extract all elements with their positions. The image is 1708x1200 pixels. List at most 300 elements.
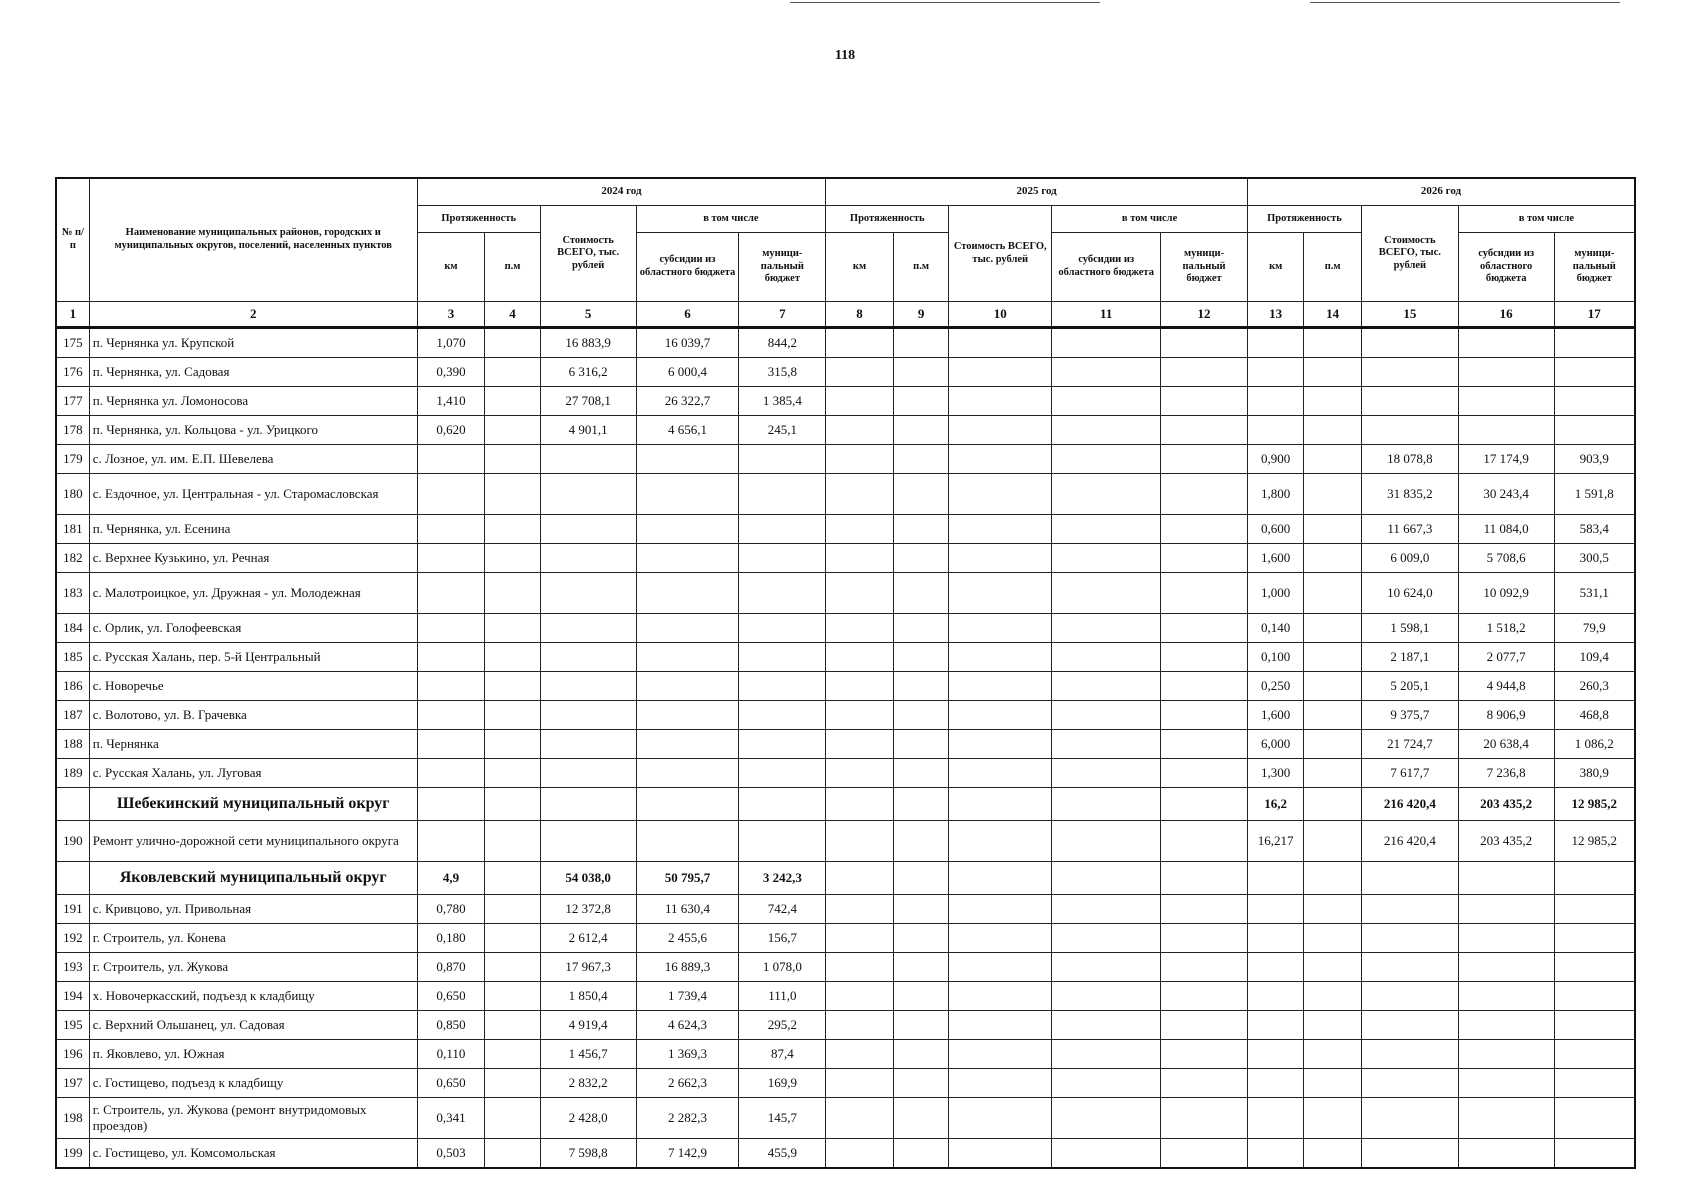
length-pm-cell	[893, 730, 948, 759]
location-name: п. Чернянка, ул. Есенина	[89, 515, 417, 544]
header-including: в том числе	[1052, 206, 1248, 233]
location-name: п. Яковлево, ул. Южная	[89, 1040, 417, 1069]
cost-total-cell	[949, 515, 1052, 544]
subsidy-cell	[1052, 416, 1161, 445]
cost-total-cell	[1361, 1098, 1458, 1139]
length-pm-cell	[1304, 924, 1362, 953]
location-name: с. Лозное, ул. им. Е.П. Шевелева	[89, 445, 417, 474]
length-pm-cell	[1304, 953, 1362, 982]
subsidy-cell: 4 944,8	[1458, 672, 1554, 701]
row-number: 175	[56, 328, 89, 358]
cost-total-cell	[540, 643, 636, 672]
column-number: 7	[739, 302, 826, 328]
column-number: 6	[636, 302, 739, 328]
subsidy-cell	[1458, 1098, 1554, 1139]
length-km-cell: 16,217	[1247, 821, 1303, 862]
cost-total-cell	[949, 953, 1052, 982]
municipal-budget-cell	[1554, 1098, 1635, 1139]
length-km-cell	[826, 515, 894, 544]
subsidy-cell: 203 435,2	[1458, 788, 1554, 821]
cost-total-cell	[949, 573, 1052, 614]
municipal-budget-cell	[1161, 387, 1248, 416]
column-number: 14	[1304, 302, 1362, 328]
column-number: 8	[826, 302, 894, 328]
length-km-cell	[417, 614, 485, 643]
length-pm-cell	[893, 445, 948, 474]
header-pm: п.м	[485, 233, 540, 302]
subsidy-cell	[1052, 1069, 1161, 1098]
location-name: с. Кривцово, ул. Привольная	[89, 895, 417, 924]
subsidy-cell	[1052, 445, 1161, 474]
municipal-budget-cell	[1161, 515, 1248, 544]
length-km-cell: 0,650	[417, 982, 485, 1011]
length-pm-cell	[1304, 515, 1362, 544]
length-km-cell	[417, 474, 485, 515]
length-pm-cell	[1304, 701, 1362, 730]
table-row	[56, 544, 1635, 573]
header-pm: п.м	[1304, 233, 1362, 302]
length-km-cell: 0,620	[417, 416, 485, 445]
length-pm-cell	[1304, 614, 1362, 643]
subsidy-cell	[1052, 862, 1161, 895]
subsidy-cell	[1458, 328, 1554, 358]
length-pm-cell	[1304, 1069, 1362, 1098]
length-km-cell	[826, 982, 894, 1011]
length-km-cell	[826, 1040, 894, 1069]
length-km-cell	[417, 515, 485, 544]
cost-total-cell	[1361, 387, 1458, 416]
municipal-budget-cell	[1161, 416, 1248, 445]
subsidy-cell	[636, 821, 739, 862]
cost-total-cell	[949, 1069, 1052, 1098]
municipal-budget-cell	[1161, 1069, 1248, 1098]
length-km-cell	[1247, 1069, 1303, 1098]
length-km-cell: 0,650	[417, 1069, 485, 1098]
cost-total-cell: 21 724,7	[1361, 730, 1458, 759]
length-km-cell	[1247, 358, 1303, 387]
cost-total-cell	[949, 701, 1052, 730]
scan-artifact-line	[1310, 2, 1620, 3]
location-name: п. Чернянка ул. Ломоносова	[89, 387, 417, 416]
length-km-cell	[1247, 895, 1303, 924]
length-pm-cell	[893, 924, 948, 953]
cost-total-cell	[949, 862, 1052, 895]
length-km-cell	[826, 862, 894, 895]
length-pm-cell	[893, 862, 948, 895]
length-pm-cell	[485, 1098, 540, 1139]
municipal-budget-cell	[1161, 1040, 1248, 1069]
length-pm-cell	[893, 1040, 948, 1069]
municipal-budget-cell	[1161, 759, 1248, 788]
location-name: с. Волотово, ул. В. Грачевка	[89, 701, 417, 730]
municipal-budget-cell	[1161, 1139, 1248, 1169]
length-km-cell	[1247, 1040, 1303, 1069]
length-km-cell	[826, 445, 894, 474]
subsidy-cell	[1052, 953, 1161, 982]
length-pm-cell	[1304, 573, 1362, 614]
table-row	[56, 1011, 1635, 1040]
subsidy-cell	[1052, 544, 1161, 573]
length-km-cell: 1,070	[417, 328, 485, 358]
length-pm-cell	[485, 788, 540, 821]
row-number: 187	[56, 701, 89, 730]
subsidy-cell	[636, 701, 739, 730]
header-length: Протяженность	[826, 206, 949, 233]
length-km-cell: 0,390	[417, 358, 485, 387]
length-km-cell	[826, 788, 894, 821]
municipal-budget-cell: 844,2	[739, 328, 826, 358]
subsidy-cell	[1458, 982, 1554, 1011]
length-pm-cell	[485, 1069, 540, 1098]
municipal-budget-cell: 1 591,8	[1554, 474, 1635, 515]
cost-total-cell: 2 428,0	[540, 1098, 636, 1139]
length-pm-cell	[893, 416, 948, 445]
header-cost: Стоимость ВСЕГО, тыс. рублей	[540, 206, 636, 302]
length-km-cell	[826, 643, 894, 672]
length-km-cell	[1247, 1011, 1303, 1040]
length-km-cell	[1247, 328, 1303, 358]
cost-total-cell: 31 835,2	[1361, 474, 1458, 515]
municipal-budget-cell: 315,8	[739, 358, 826, 387]
municipal-budget-cell: 111,0	[739, 982, 826, 1011]
subsidy-cell	[636, 474, 739, 515]
length-km-cell	[417, 573, 485, 614]
subsidy-cell	[636, 544, 739, 573]
length-pm-cell	[485, 573, 540, 614]
cost-total-cell	[540, 759, 636, 788]
length-pm-cell	[485, 862, 540, 895]
subsidy-cell	[1052, 788, 1161, 821]
header-cost: Стоимость ВСЕГО, тыс. рублей	[1361, 206, 1458, 302]
municipal-budget-cell	[739, 788, 826, 821]
subsidy-cell	[636, 643, 739, 672]
header-municipal: муници-пальный бюджет	[1161, 233, 1248, 302]
length-km-cell	[826, 328, 894, 358]
length-km-cell: 0,870	[417, 953, 485, 982]
length-km-cell: 0,110	[417, 1040, 485, 1069]
length-km-cell: 16,2	[1247, 788, 1303, 821]
length-km-cell: 0,100	[1247, 643, 1303, 672]
length-pm-cell	[485, 416, 540, 445]
length-km-cell	[417, 821, 485, 862]
column-number: 12	[1161, 302, 1248, 328]
table-row	[56, 328, 1635, 358]
header-km: км	[1247, 233, 1303, 302]
location-name: с. Орлик, ул. Голофеевская	[89, 614, 417, 643]
header-subsidy: субсидии из областного бюджета	[636, 233, 739, 302]
cost-total-cell: 10 624,0	[1361, 573, 1458, 614]
subsidy-cell: 8 906,9	[1458, 701, 1554, 730]
row-number: 185	[56, 643, 89, 672]
length-km-cell	[826, 1139, 894, 1169]
length-km-cell	[826, 387, 894, 416]
location-name: п. Чернянка	[89, 730, 417, 759]
length-pm-cell	[893, 821, 948, 862]
length-pm-cell	[485, 672, 540, 701]
cost-total-cell: 17 967,3	[540, 953, 636, 982]
subsidy-cell: 20 638,4	[1458, 730, 1554, 759]
row-number: 176	[56, 358, 89, 387]
length-pm-cell	[1304, 672, 1362, 701]
subsidy-cell: 26 322,7	[636, 387, 739, 416]
length-km-cell	[1247, 953, 1303, 982]
length-pm-cell	[485, 982, 540, 1011]
cost-total-cell	[949, 672, 1052, 701]
cost-total-cell	[1361, 416, 1458, 445]
cost-total-cell	[949, 544, 1052, 573]
header-length: Протяженность	[417, 206, 540, 233]
municipal-budget-cell: 156,7	[739, 924, 826, 953]
row-number: 195	[56, 1011, 89, 1040]
length-pm-cell	[1304, 643, 1362, 672]
municipal-budget-cell	[1161, 730, 1248, 759]
municipal-budget-cell: 742,4	[739, 895, 826, 924]
municipal-budget-cell	[1161, 1098, 1248, 1139]
length-km-cell	[417, 701, 485, 730]
municipal-budget-cell: 87,4	[739, 1040, 826, 1069]
subsidy-cell	[1458, 862, 1554, 895]
municipal-budget-cell	[1554, 328, 1635, 358]
length-pm-cell	[485, 1011, 540, 1040]
municipal-budget-cell	[1554, 416, 1635, 445]
table-row	[56, 573, 1635, 614]
subsidy-cell	[636, 515, 739, 544]
subsidy-cell: 16 039,7	[636, 328, 739, 358]
cost-total-cell	[949, 474, 1052, 515]
cost-total-cell	[540, 788, 636, 821]
subsidy-cell: 50 795,7	[636, 862, 739, 895]
length-pm-cell	[893, 953, 948, 982]
row-number: 189	[56, 759, 89, 788]
row-number: 199	[56, 1139, 89, 1169]
subsidy-cell	[1052, 672, 1161, 701]
subsidy-cell	[636, 730, 739, 759]
row-number: 180	[56, 474, 89, 515]
length-pm-cell	[485, 895, 540, 924]
cost-total-cell	[949, 1011, 1052, 1040]
cost-total-cell: 6 316,2	[540, 358, 636, 387]
length-pm-cell	[1304, 1040, 1362, 1069]
cost-total-cell	[1361, 1040, 1458, 1069]
subsidy-cell	[636, 759, 739, 788]
length-pm-cell	[1304, 1011, 1362, 1040]
row-number: 194	[56, 982, 89, 1011]
row-number: 179	[56, 445, 89, 474]
length-pm-cell	[893, 643, 948, 672]
municipal-budget-cell	[739, 672, 826, 701]
row-number: 191	[56, 895, 89, 924]
municipal-budget-cell: 531,1	[1554, 573, 1635, 614]
location-name: г. Строитель, ул. Жукова	[89, 953, 417, 982]
length-pm-cell	[485, 643, 540, 672]
length-pm-cell	[485, 544, 540, 573]
header-name: Наименование муниципальных районов, городских и муниципальных округов, поселений, населенных пунктов	[89, 178, 417, 302]
length-km-cell	[826, 924, 894, 953]
cost-total-cell: 9 375,7	[1361, 701, 1458, 730]
length-km-cell: 0,140	[1247, 614, 1303, 643]
subsidy-cell	[636, 445, 739, 474]
length-pm-cell	[485, 953, 540, 982]
cost-total-cell: 4 919,4	[540, 1011, 636, 1040]
table-row	[56, 416, 1635, 445]
subsidy-cell	[1458, 1139, 1554, 1169]
length-km-cell	[826, 1011, 894, 1040]
cost-total-cell: 7 617,7	[1361, 759, 1458, 788]
subsidy-cell	[636, 672, 739, 701]
municipal-budget-cell: 583,4	[1554, 515, 1635, 544]
subsidy-cell	[1052, 387, 1161, 416]
length-km-cell	[826, 573, 894, 614]
location-name: с. Русская Халань, пер. 5-й Центральный	[89, 643, 417, 672]
municipal-budget-cell	[1161, 445, 1248, 474]
cost-total-cell	[1361, 895, 1458, 924]
column-number: 5	[540, 302, 636, 328]
municipal-budget-cell	[1161, 701, 1248, 730]
location-name: п. Чернянка, ул. Кольцова - ул. Урицкого	[89, 416, 417, 445]
subsidy-cell	[1052, 474, 1161, 515]
length-km-cell: 0,250	[1247, 672, 1303, 701]
row-number	[56, 788, 89, 821]
row-number: 190	[56, 821, 89, 862]
subsidy-cell	[1458, 953, 1554, 982]
municipal-budget-cell: 295,2	[739, 1011, 826, 1040]
municipal-budget-cell	[1161, 544, 1248, 573]
header-year-2024: 2024 год	[417, 178, 826, 206]
table-row	[56, 515, 1635, 544]
row-number: 186	[56, 672, 89, 701]
cost-total-cell	[540, 445, 636, 474]
table-row	[56, 953, 1635, 982]
length-km-cell	[1247, 1139, 1303, 1169]
subsidy-cell	[1052, 1011, 1161, 1040]
column-number: 4	[485, 302, 540, 328]
header-cost: Стоимость ВСЕГО, тыс. рублей	[949, 206, 1052, 302]
subsidy-cell: 11 630,4	[636, 895, 739, 924]
table-body	[56, 328, 1635, 1169]
length-km-cell	[417, 730, 485, 759]
column-number: 15	[1361, 302, 1458, 328]
header-year-2026: 2026 год	[1247, 178, 1635, 206]
length-pm-cell	[1304, 1139, 1362, 1169]
cost-total-cell	[1361, 358, 1458, 387]
location-name: с. Новоречье	[89, 672, 417, 701]
location-name: с. Верхний Ольшанец, ул. Садовая	[89, 1011, 417, 1040]
length-km-cell: 1,600	[1247, 701, 1303, 730]
length-km-cell	[826, 544, 894, 573]
municipal-budget-cell	[1554, 924, 1635, 953]
length-km-cell	[417, 788, 485, 821]
municipal-budget-cell	[739, 544, 826, 573]
length-pm-cell	[485, 614, 540, 643]
row-number: 188	[56, 730, 89, 759]
subsidy-cell	[636, 614, 739, 643]
location-name: г. Строитель, ул. Жукова (ремонт внутридомовых проездов)	[89, 1098, 417, 1139]
cost-total-cell: 1 456,7	[540, 1040, 636, 1069]
header-km: км	[826, 233, 894, 302]
header-subsidy: субсидии из областного бюджета	[1052, 233, 1161, 302]
subsidy-cell: 2 455,6	[636, 924, 739, 953]
length-pm-cell	[1304, 544, 1362, 573]
length-pm-cell	[1304, 895, 1362, 924]
length-pm-cell	[893, 895, 948, 924]
length-km-cell: 0,850	[417, 1011, 485, 1040]
cost-total-cell	[949, 821, 1052, 862]
subsidy-cell	[1052, 643, 1161, 672]
subsidy-cell: 17 174,9	[1458, 445, 1554, 474]
length-pm-cell	[893, 328, 948, 358]
cost-total-cell: 4 901,1	[540, 416, 636, 445]
column-number: 11	[1052, 302, 1161, 328]
length-pm-cell	[893, 672, 948, 701]
length-pm-cell	[485, 730, 540, 759]
municipal-budget-cell	[1161, 672, 1248, 701]
column-number: 1	[56, 302, 89, 328]
location-name: с. Гостищево, подъезд к кладбищу	[89, 1069, 417, 1098]
cost-total-cell: 16 883,9	[540, 328, 636, 358]
row-number: 182	[56, 544, 89, 573]
length-pm-cell	[1304, 416, 1362, 445]
cost-total-cell	[949, 788, 1052, 821]
length-km-cell	[826, 614, 894, 643]
length-km-cell	[1247, 416, 1303, 445]
cost-total-cell: 216 420,4	[1361, 788, 1458, 821]
location-name: с. Гостищево, ул. Комсомольская	[89, 1139, 417, 1169]
municipal-budget-cell	[739, 445, 826, 474]
length-km-cell: 0,503	[417, 1139, 485, 1169]
length-pm-cell	[1304, 474, 1362, 515]
subsidy-cell	[1458, 358, 1554, 387]
length-pm-cell	[1304, 328, 1362, 358]
municipal-budget-cell	[739, 474, 826, 515]
municipal-budget-cell	[739, 730, 826, 759]
length-pm-cell	[485, 515, 540, 544]
cost-total-cell: 27 708,1	[540, 387, 636, 416]
length-pm-cell	[485, 1040, 540, 1069]
length-pm-cell	[485, 759, 540, 788]
length-pm-cell	[1304, 821, 1362, 862]
subsidy-cell	[1052, 821, 1161, 862]
municipal-budget-cell	[1161, 474, 1248, 515]
table-row	[56, 1098, 1635, 1139]
subsidy-cell: 11 084,0	[1458, 515, 1554, 544]
length-pm-cell	[485, 474, 540, 515]
length-pm-cell	[893, 358, 948, 387]
municipal-budget-cell: 109,4	[1554, 643, 1635, 672]
municipal-budget-cell	[1161, 895, 1248, 924]
subsidy-cell	[1052, 1139, 1161, 1169]
cost-total-cell	[540, 544, 636, 573]
table-row	[56, 387, 1635, 416]
length-pm-cell	[485, 701, 540, 730]
municipal-budget-cell	[1161, 982, 1248, 1011]
cost-total-cell	[949, 1098, 1052, 1139]
row-number: 192	[56, 924, 89, 953]
location-name: п. Чернянка, ул. Садовая	[89, 358, 417, 387]
subsidy-cell	[1052, 759, 1161, 788]
subsidy-cell	[636, 788, 739, 821]
table-row	[56, 1069, 1635, 1098]
municipal-budget-cell	[739, 614, 826, 643]
cost-total-cell	[949, 924, 1052, 953]
cost-total-cell	[949, 982, 1052, 1011]
length-pm-cell	[893, 544, 948, 573]
municipal-budget-cell: 79,9	[1554, 614, 1635, 643]
cost-total-cell: 2 187,1	[1361, 643, 1458, 672]
length-km-cell: 1,600	[1247, 544, 1303, 573]
subsidy-cell	[1052, 328, 1161, 358]
table-row	[56, 1040, 1635, 1069]
length-km-cell	[417, 643, 485, 672]
